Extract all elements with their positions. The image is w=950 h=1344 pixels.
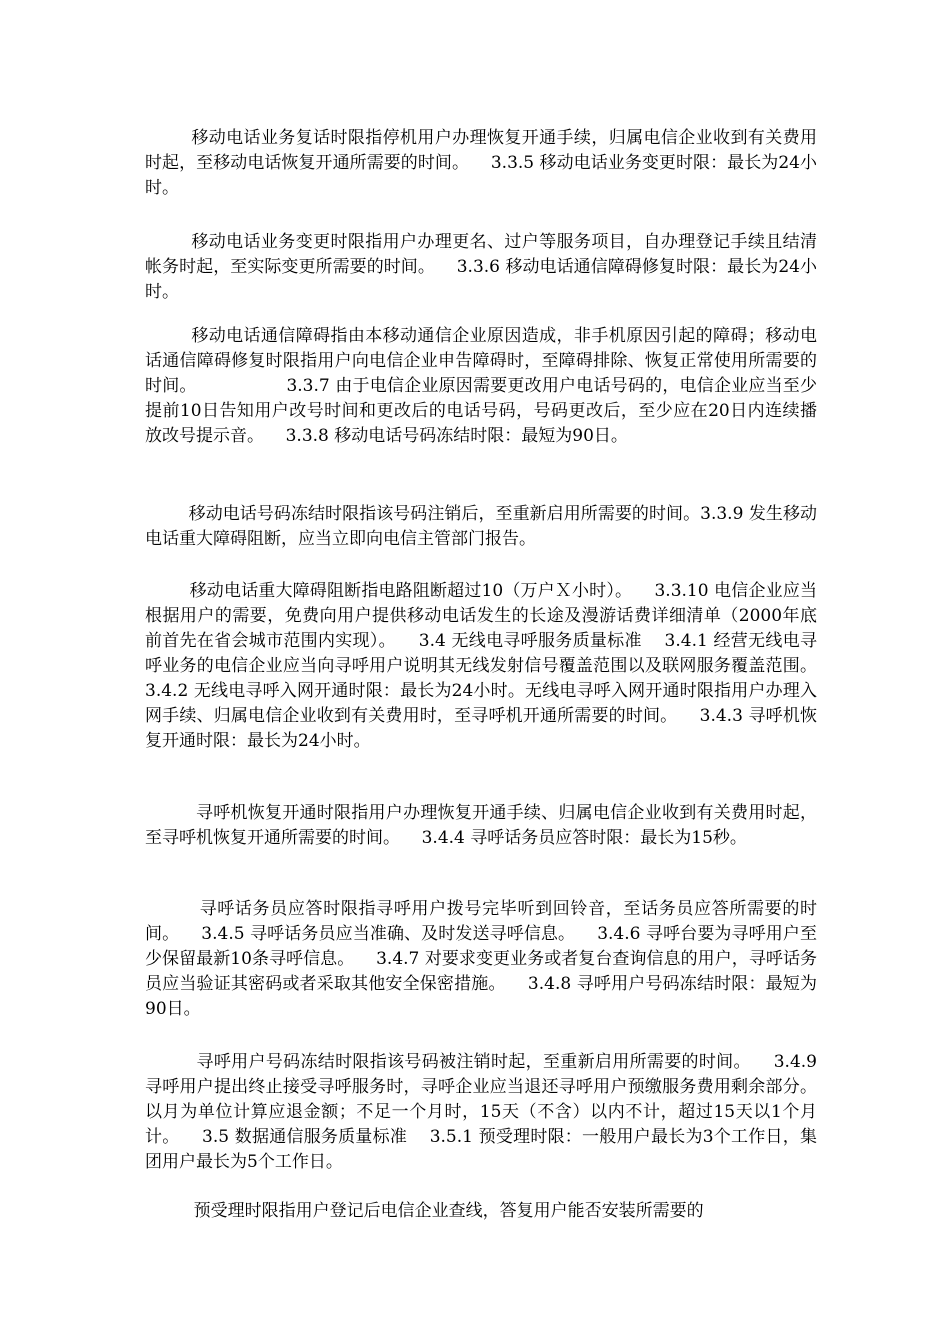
paragraph-4: 移动电话号码冻结时限指该号码注销后，至重新启用所需要的时间。3.3.9 发生移动电话重大障碍阻断，应当立即向电信主管部门报告。 — [145, 504, 817, 549]
paragraph-6: 寻呼机恢复开通时限指用户办理恢复开通手续、归属电信企业收到有关费用时起，至寻呼机恢复开通所需要的时间。 3.4.4 寻呼话务员应答时限：最长为15秒。 — [145, 803, 818, 848]
paragraph-3: 移动电话通信障碍指由本移动通信企业原因造成，非手机原因引起的障碍；移动电话通信障碍修复时限指用户向电信企业申告障碍时，至障碍排除、恢复正常使用所需要的时间。 3.3.7 由于电信企业原因需要更改用户电话号码的，电信企业应当至少提前10日告知用户改号时间和更改后的电话号码，号码更改后，至少应在20日内连续播放改号提示音。 3.3.8 移动电话号码冻结时限：最短为90日。 — [145, 326, 818, 446]
paragraph-8: 寻呼用户号码冻结时限指该号码被注销时起，至重新启用所需要的时间。 3.4.9寻呼用户提出终止接受寻呼服务时，寻呼企业应当退还寻呼用户预缴服务费用剩余部分。 以月为单位计算应退金额；不足一个月时，15天（不含）以内不计，超过15天以1个月计。 3.5 数据通信服务质量标准 3.5.1 预受理时限：一般用户最长为3个工作日，集团用户最长为5个工作日。 — [145, 1052, 823, 1172]
paragraph-9: 预受理时限指用户登记后电信企业查线，答复用户能否安装所需要的 — [145, 1201, 704, 1221]
paragraph-2: 移动电话业务变更时限指用户办理更名、过户等服务项目，自办理登记手续且结清帐务时起，至实际变更所需要的时间。 3.3.6 移动电话通信障碍修复时限：最长为24小时。 — [145, 232, 818, 302]
paragraph-7: 寻呼话务员应答时限指寻呼用户拨号完毕听到回铃音，至话务员应答所需要的时间。 3.4.5 寻呼话务员应当准确、及时发送寻呼信息。 3.4.6 寻呼台要为寻呼用户至少保留最新10条寻呼信息。 3.4.7 对要求变更业务或者复台查询信息的用户，寻呼话务员应当验证其密码或者采取其他安全保密措施。 3.4.8 寻呼用户号码冻结时限：最短为90日。 — [145, 899, 818, 1019]
paragraph-1: 移动电话业务复话时限指停机用户办理恢复开通手续，归属电信企业收到有关费用时起，至移动电话恢复开通所需要的时间。 3.3.5 移动电话业务变更时限：最长为24小时。 — [145, 128, 818, 198]
paragraph-5: 移动电话重大障碍阻断指电路阻断超过10（万户Ｘ小时）。 3.3.10 电信企业应当根据用户的需要，免费向用户提供移动电话发生的长途及漫游话费详细清单（2000年底前首先在省会城市范围内实现）。 3.4 无线电寻呼服务质量标准 3.4.1 经营无线电寻呼业务的电信企业应当向寻呼用户说明其无线发射信号覆盖范围以及联网服务覆盖范围。 3.4.2 无线电寻呼入网开通时限：最长为24小时。无线电寻呼入网开通时限指用户办理入网手续、归属电信企业收到有关费用时，至寻呼机开通所需要的时间。 3.4.3 寻呼机恢复开通时限：最长为24小时。 — [145, 581, 839, 751]
